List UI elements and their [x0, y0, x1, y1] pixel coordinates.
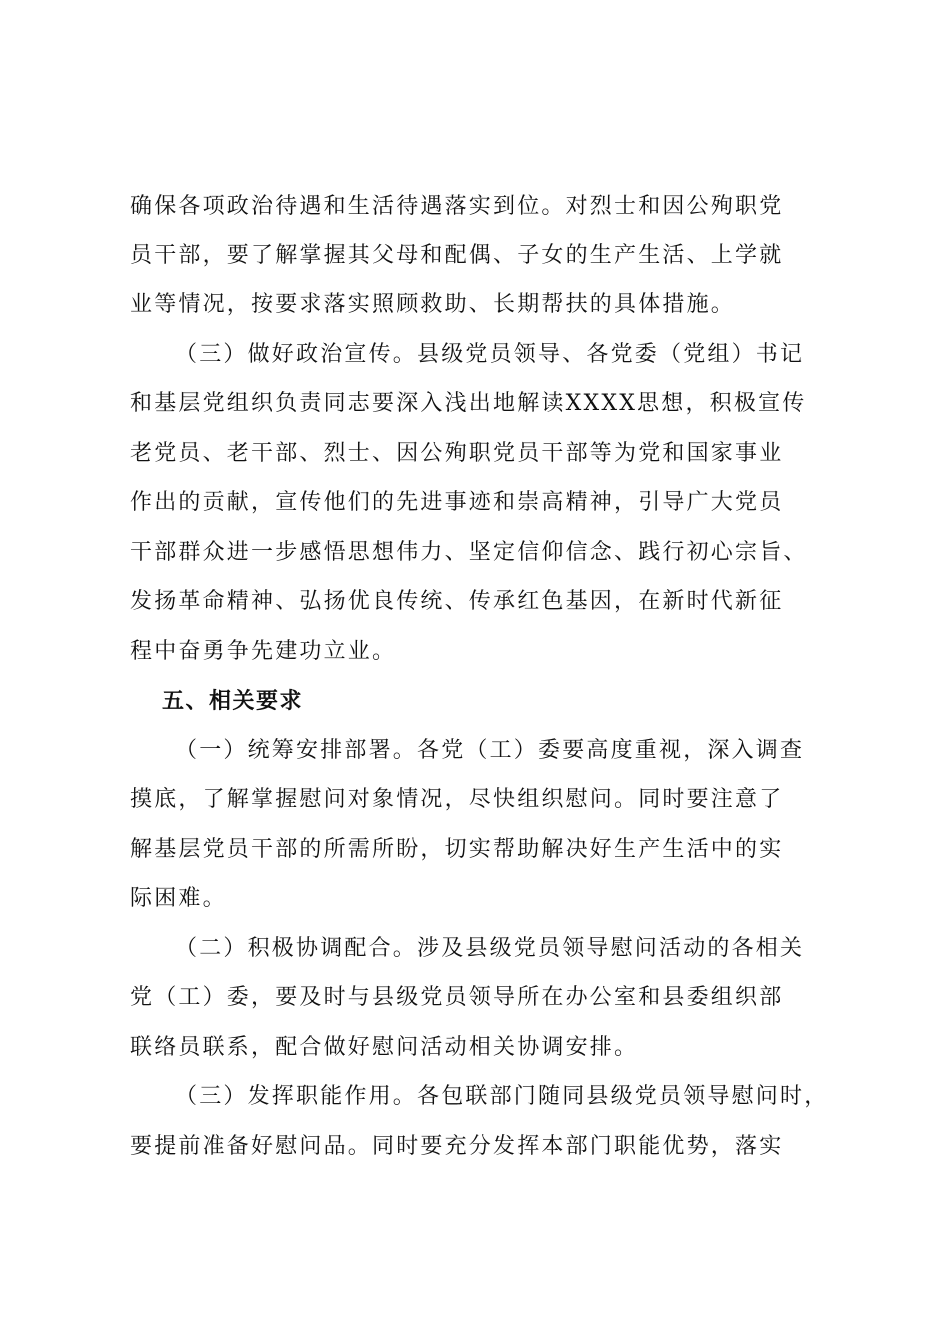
- text-line: 党（工）委，要及时与县级党员领导所在办公室和县委组织部: [130, 985, 784, 1010]
- paragraph-start-line: （一）统筹安排部署。各党（工）委要高度重视，深入调查: [175, 738, 805, 763]
- text-line: 际困难。: [130, 886, 227, 911]
- text-line: 联络员联系，配合做好慰问活动相关协调安排。: [130, 1035, 639, 1060]
- paragraph-start-line: （三）做好政治宣传。县级党员领导、各党委（党组）书记: [175, 342, 805, 367]
- text-line: 确保各项政治待遇和生活待遇落实到位。对烈士和因公殉职党: [130, 194, 784, 219]
- text-line: 作出的贡献，宣传他们的先进事迹和崇高精神，引导广大党员: [130, 490, 784, 515]
- paragraph-start-line: （三）发挥职能作用。各包联部门随同县级党员领导慰问时，: [175, 1084, 829, 1109]
- text-line: 要提前准备好慰问品。同时要充分发挥本部门职能优势，落实: [130, 1134, 784, 1159]
- text-line: 老党员、老干部、烈士、因公殉职党员干部等为党和国家事业: [130, 441, 784, 466]
- text-line: 干部群众进一步感悟思想伟力、坚定信仰信念、践行初心宗旨、: [130, 540, 808, 565]
- text-line: 发扬革命精神、弘扬优良传统、传承红色基因，在新时代新征: [130, 589, 784, 614]
- text-line: 业等情况，按要求落实照顾救助、长期帮扶的具体措施。: [130, 292, 736, 317]
- text-line: 程中奋勇争先建功立业。: [130, 639, 397, 664]
- text-line: 解基层党员干部的所需所盼，切实帮助解决好生产生活中的实: [130, 837, 784, 862]
- text-line: 和基层党组织负责同志要深入浅出地解读XXXX思想，积极宣传: [130, 391, 807, 416]
- text-line: 摸底，了解掌握慰问对象情况，尽快组织慰问。同时要注意了: [130, 787, 784, 812]
- text-line: 员干部，要了解掌握其父母和配偶、子女的生产生活、上学就: [130, 243, 784, 268]
- paragraph-start-line: （二）积极协调配合。涉及县级党员领导慰问活动的各相关: [175, 936, 805, 961]
- section-heading: 五、相关要求: [162, 688, 304, 714]
